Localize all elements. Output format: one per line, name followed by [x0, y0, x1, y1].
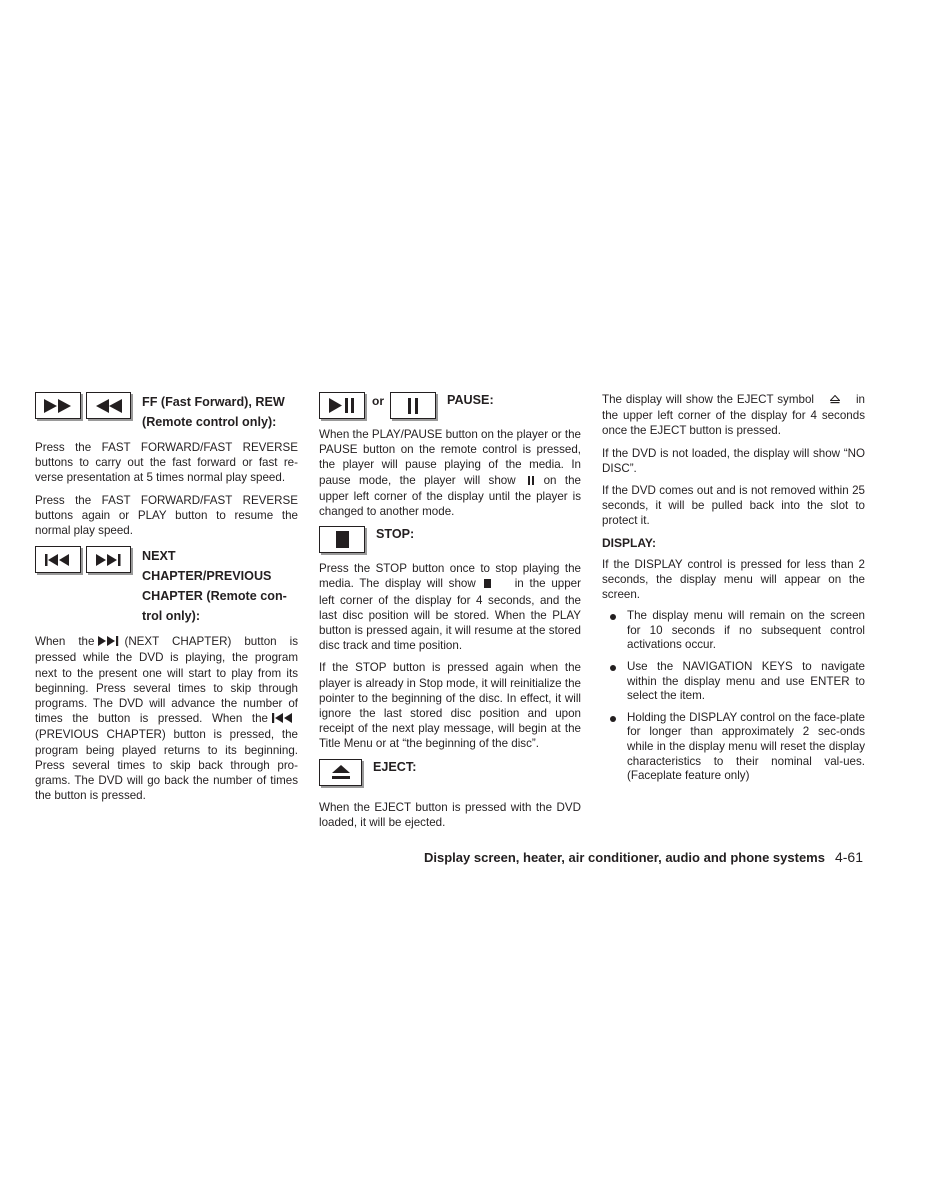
- stop-paragraph-1: [319, 561, 581, 653]
- stop-text-1: Press the STOP button once to stop playing the media. The display will show: [319, 562, 581, 591]
- pause-text-2: on the upper left corner of the display until the player is changed to another mode.: [319, 473, 582, 519]
- eject-paragraph-1: When the EJECT button is pressed with the DVD loaded, it will be ejected.: [319, 800, 581, 829]
- next-prev-text-3: (PREVIOUS CHAPTER) button is pressed, the program being played returns to its beginning. Press several times to skip back through pro-grams. The DVD will go back the number of times the button is pressed.: [35, 728, 298, 803]
- eject-paragraph-4: If the DVD comes out and is not removed within 25 seconds, it will be pulled back into the slot to protect it.: [602, 484, 865, 528]
- footer-section-title: Display screen, heater, air conditioner, audio and phone systems: [424, 850, 825, 865]
- stop-header: [319, 526, 581, 553]
- pause-header: [319, 392, 581, 419]
- pause-button-icon: [390, 392, 436, 419]
- next-prev-title: NEXT CHAPTER/PREVIOUS CHAPTER (Remote con-trol only):: [142, 549, 287, 624]
- page-footer: [424, 849, 863, 865]
- next-prev-text-2: (NEXT CHAPTER) button is pressed while the DVD is playing, the program next to the present one will start to play from its beginning. Press several times to skip through programs. The DVD will advance the number of times the button is pressed. When the: [35, 635, 299, 726]
- eject-paragraph-3: If the DVD is not loaded, the display will show “NO DISC”.: [602, 446, 865, 475]
- ff-rew-paragraph-1: Press the FAST FORWARD/FAST REVERSE buttons to carry out the fast forward or fast re-verse presentation at 5 times normal play speed.: [35, 441, 298, 485]
- column-right: [602, 392, 865, 791]
- ff-rew-paragraph-2: Press the FAST FORWARD/FAST REVERSE buttons again or PLAY button to resume the normal play speed.: [35, 493, 298, 538]
- previous-chapter-icon: [272, 712, 294, 727]
- or-label: or: [372, 394, 384, 408]
- play-pause-button-icon: [319, 392, 365, 419]
- display-title: DISPLAY:: [602, 535, 657, 550]
- list-item: Holding the DISPLAY control on the face-plate for longer than approximately 2 sec-onds while in the display menu will reset the display characteristics to their nominal val-ues. (Faceplate feature only): [602, 711, 865, 784]
- eject-text-1: The display will show the EJECT symbol: [602, 393, 814, 406]
- rewind-button-icon: [86, 392, 131, 419]
- fast-forward-button-icon: [35, 392, 81, 419]
- stop-text-2: in the upper left corner of the display for 4 seconds, and the last disc position will be stored. When the PLAY button is pressed again, it will resume at the stored disc track and time position.: [319, 577, 581, 653]
- stop-title: STOP:: [376, 527, 415, 542]
- previous-chapter-button-icon: [35, 546, 81, 573]
- display-bullet-list: [602, 609, 865, 784]
- pause-symbol-icon: [528, 474, 534, 489]
- page-number: 4-61: [834, 849, 863, 865]
- list-item: Use the NAVIGATION KEYS to navigate within the display menu and use ENTER to select the item.: [602, 660, 865, 704]
- stop-button-icon: [319, 526, 365, 553]
- list-item: The display menu will remain on the screen for 10 seconds if no subsequent control activations occur.: [602, 609, 865, 653]
- pause-text-1: When the PLAY/PAUSE button on the player or the PAUSE button on the remote control is pressed, the player will pause playing of the media. In pause mode, the player will show: [319, 428, 581, 487]
- next-prev-paragraph: [35, 634, 298, 803]
- eject-symbol-icon: [830, 393, 840, 408]
- pause-title: PAUSE:: [447, 393, 494, 407]
- eject-text-2: in the upper left corner of the display for 4 seconds once the EJECT button is pressed.: [602, 393, 865, 438]
- pause-paragraph: [319, 427, 581, 519]
- next-prev-header: [35, 546, 298, 626]
- eject-header: [319, 759, 581, 786]
- ff-rew-title: FF (Fast Forward), REW (Remote control only):: [142, 395, 285, 429]
- eject-paragraph-2: [602, 392, 865, 439]
- ff-rew-header: [35, 392, 298, 432]
- display-paragraph: If the DISPLAY control is pressed for less than 2 seconds, the display menu will appear on the screen.: [602, 557, 865, 602]
- eject-title: EJECT:: [373, 759, 417, 774]
- stop-paragraph-2: If the STOP button is pressed again when the player is already in Stop mode, it will reinitialize the pointer to the beginning of the disc. In effect, it will ignore the last stored disc position and upon receipt of the next play message, will begin at the Title Menu or at “the beginning of the disc”.: [319, 661, 581, 751]
- stop-symbol-icon: [484, 577, 491, 592]
- column-left: [35, 392, 298, 810]
- column-middle: [319, 392, 581, 837]
- next-prev-text-1: When the: [35, 635, 95, 649]
- next-chapter-icon: [98, 635, 120, 650]
- eject-button-icon: [319, 759, 362, 786]
- next-chapter-button-icon: [86, 546, 131, 573]
